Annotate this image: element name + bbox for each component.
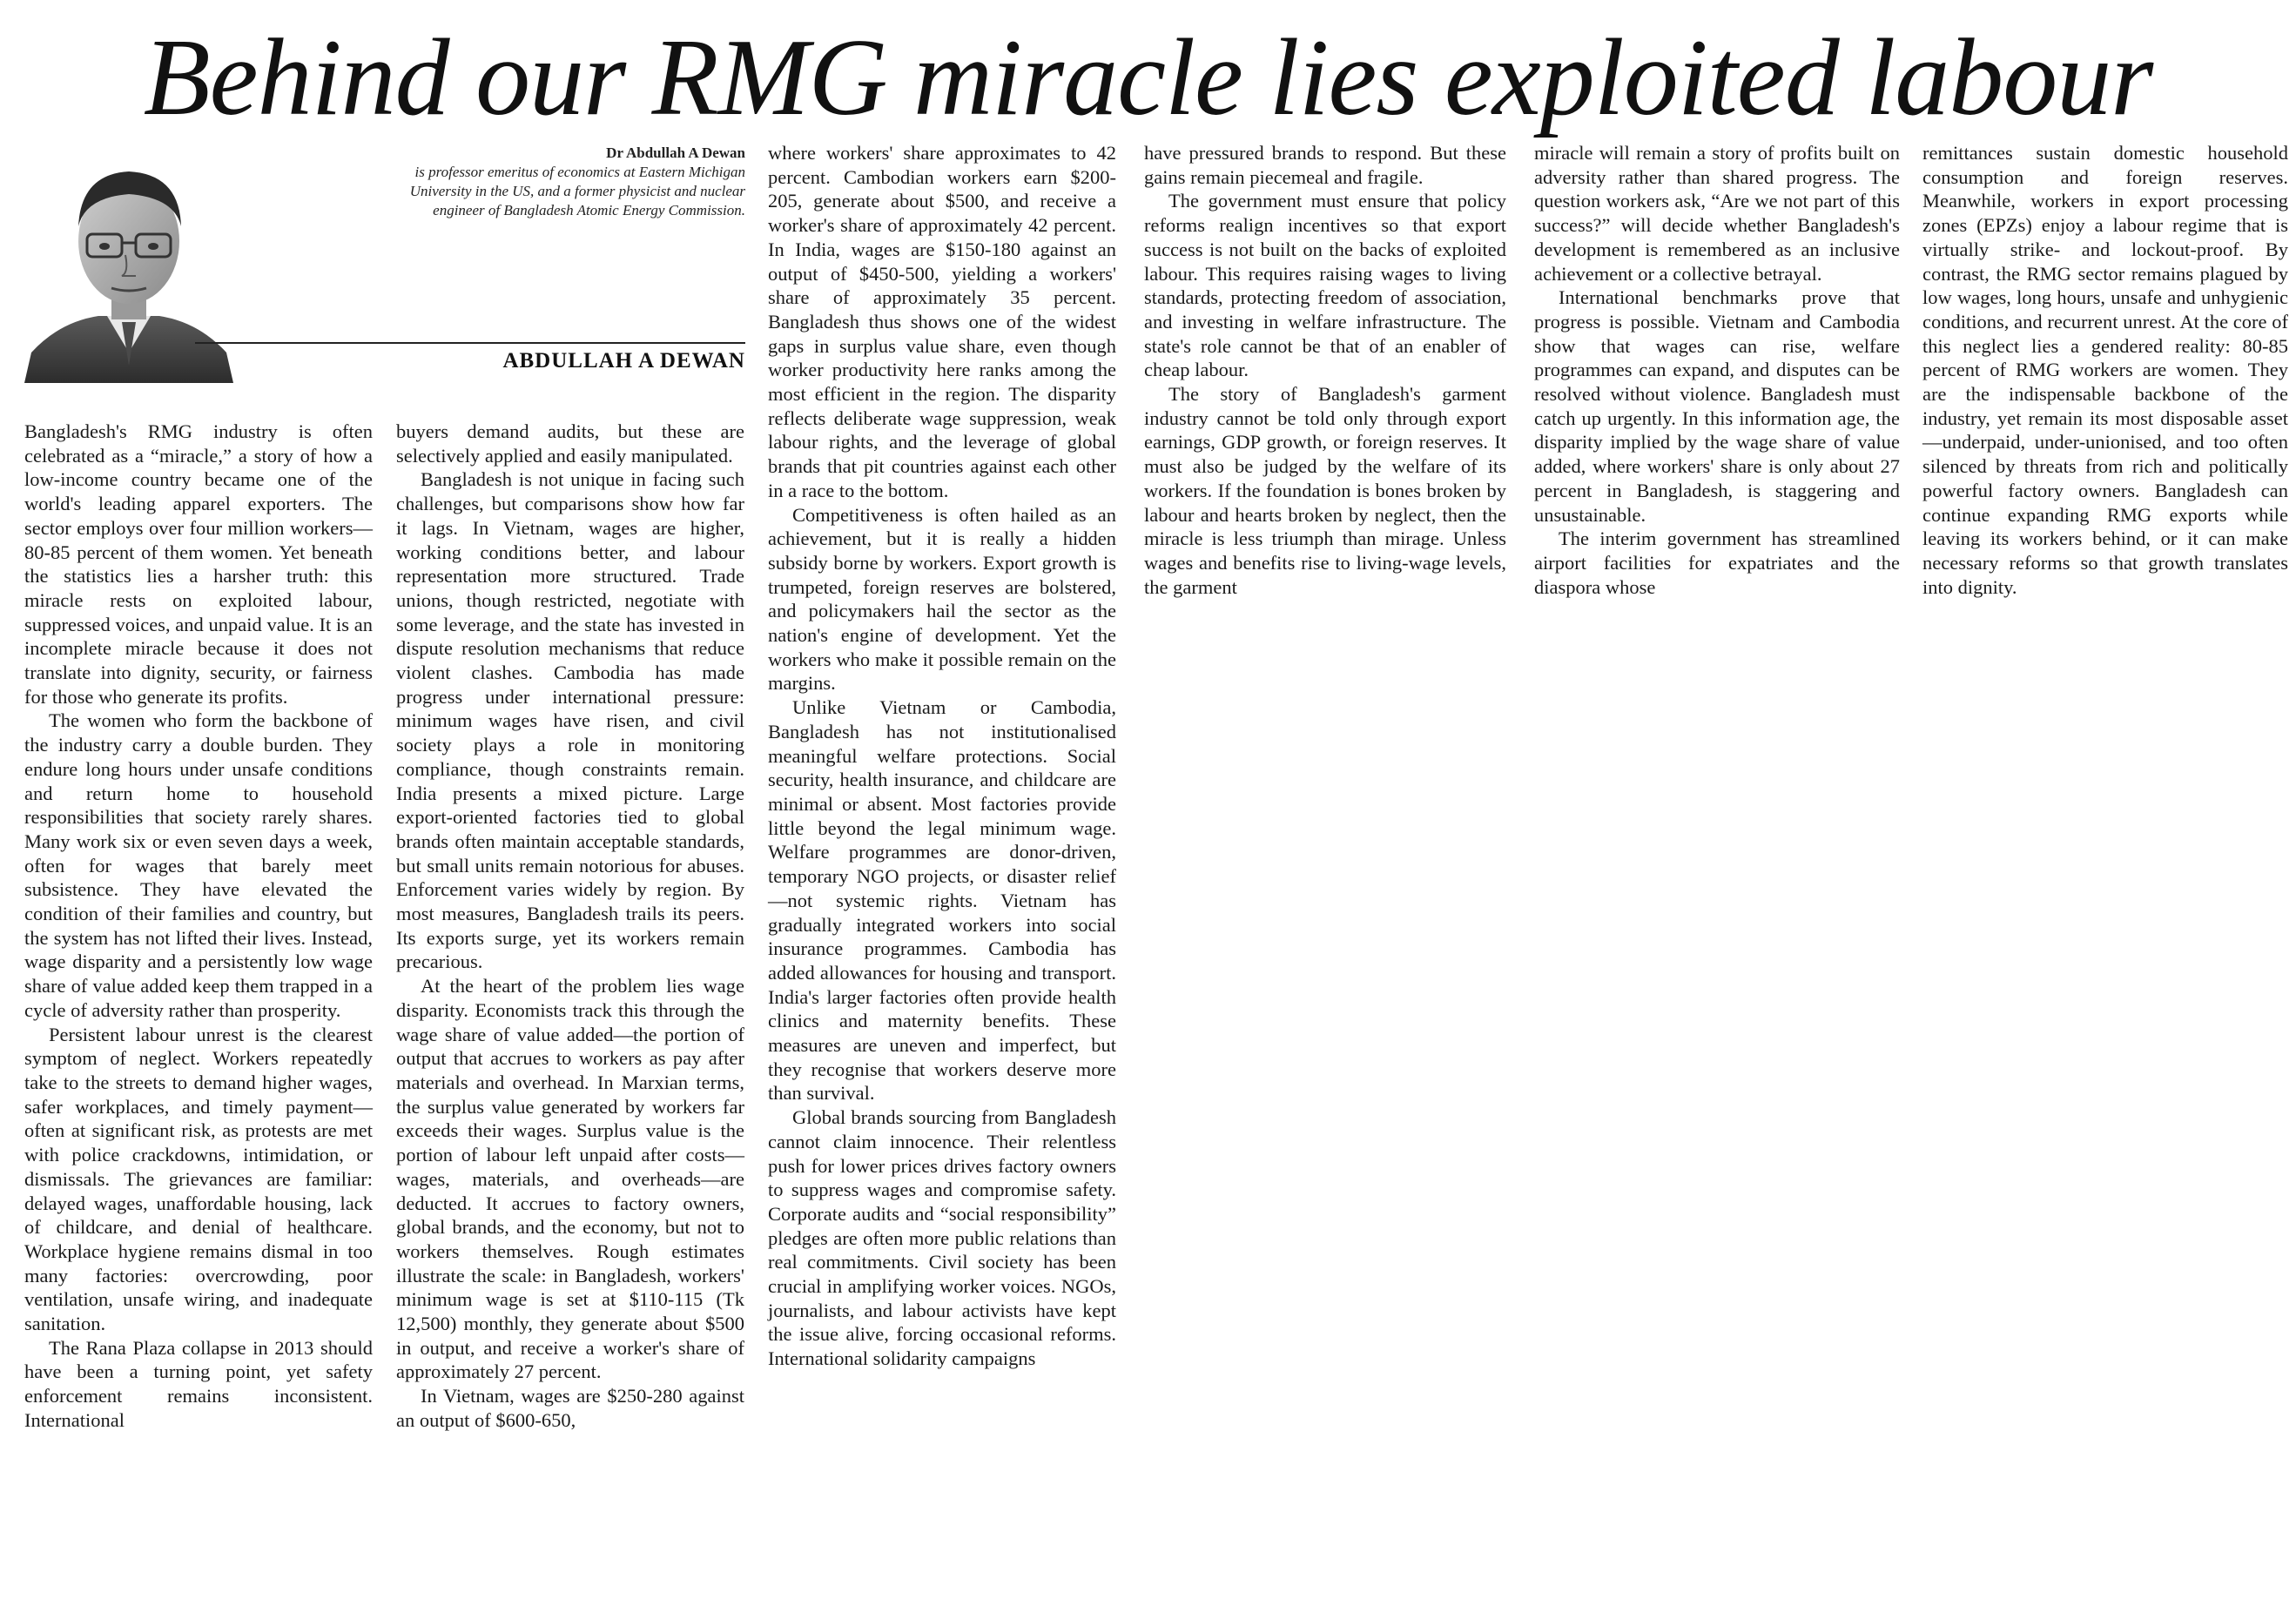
paragraph: The government must ensure that policy reforms realign incentives so that export success is not built on the backs of exploited labour. This requires raising wages to living standards, protecting freedom of association, and investing in welfare infrastructure. The state's role cannot be that of an enabler of cheap labour. — [1144, 190, 1506, 381]
article-column-6 — [1922, 141, 2288, 599]
article-column-5 — [1534, 141, 1900, 599]
paragraph: Persistent labour unrest is the clearest symptom of neglect. Workers repeatedly take to the streets to demand higher wages, safer workplaces, and timely payment—often at significant risk, as protests are met with police crackdowns, intimidation, or dismissals. The grievances are familiar: delayed wages, unaffordable housing, lack of childcare, and denial of healthcare. Workplace hygiene remains dismal in too many factories: overcrowding, poor ventilation, unsafe wiring, and inadequate sanitation. — [24, 1023, 373, 1335]
headline: Behind our RMG miracle lies exploited labour — [143, 17, 2153, 138]
paragraph: Bangladesh is not unique in facing such challenges, but comparisons show how far it lags. In Vietnam, wages are higher, working conditions better, and labour representation more structured. Trade unions, though restricted, negotiate with some leverage, and the state has invested in dispute resolution mechanisms that reduce violent clashes. Cambodia has made progress under international pressure: minimum wages have risen, and civil society plays a role in monitoring compliance, though constraints remain. India presents a mixed picture. Large export-oriented factories tied to global brands often maintain acceptable standards, but small units remain notorious for abuses. Enforcement varies widely by region. By most measures, Bangladesh trails its peers. Its exports surge, yet its workers remain precarious. — [396, 468, 744, 973]
author-box — [24, 144, 745, 383]
byline-rule — [195, 342, 745, 344]
paragraph: have pressured brands to respond. But these gains remain piecemeal and fragile. — [1144, 142, 1506, 188]
paragraph: The women who form the backbone of the industry carry a double burden. They endure long hours under unsafe conditions and return home to household responsibilities that society rarely shares. Many work six or even seven days a week, often for wages that barely meet subsistence. They have elevated the condition of their families and country, but the system has not lifted their lives. Instead, wage disparity and a persistently low wage share of value added keep them trapped in a cycle of adversity rather than prosperity. — [24, 709, 373, 1021]
paragraph: In Vietnam, wages are $250-280 against an output of $600-650, — [396, 1385, 744, 1431]
paragraph: The story of Bangladesh's garment industry cannot be told only through export earnings, GDP growth, or foreign reserves. It must also be judged by the welfare of its workers. If the foundation is bones broken by labour and hearts broken by neglect, then the miracle is less triumph than mirage. Unless wages and benefits rise to living-wage levels, the garment — [1144, 383, 1506, 598]
author-name: Dr Abdullah A Dewan — [606, 144, 745, 161]
paragraph: The Rana Plaza collapse in 2013 should have been a turning point, yet safety enforcement remains inconsistent. International — [24, 1336, 373, 1431]
author-portrait — [24, 144, 233, 383]
paragraph: buyers demand audits, but these are selectively applied and easily manipulated. — [396, 420, 744, 467]
paragraph: miracle will remain a story of profits built on adversity rather than shared progress. The question workers ask, “Are we not part of this success?” will decide whether Bangladesh's development is remembered as an inclusive achievement or a collective betrayal. — [1534, 142, 1900, 285]
paragraph: Unlike Vietnam or Cambodia, Bangladesh has not institutionalised meaningful welfare protections. Social security, health insurance, and childcare are minimal or absent. Most factories provide little beyond the legal minimum wage. Welfare programmes are donor-driven, temporary NGO projects, or disaster relief—not systemic rights. Vietnam has gradually integrated workers into social insurance programmes. Cambodia has added allowances for housing and transport. India's larger factories often provide health clinics and maternity benefits. These measures are uneven and imperfect, but they recognise that workers deserve more than survival. — [768, 696, 1116, 1105]
paragraph: International benchmarks prove that progress is possible. Vietnam and Cambodia show that wages can rise, welfare programmes can expand, and disputes can be resolved without violence. Bangladesh must catch up urgently. In this information age, the disparity implied by the wage share of value added, where workers' share is only about 27 percent in Bangladesh, is staggering and unsustainable. — [1534, 286, 1900, 526]
paragraph: Global brands sourcing from Bangladesh cannot claim innocence. Their relentless push for lower prices drives factory owners to suppress wages and compromise safety. Corporate audits and “social responsibility” pledges are often more public relations than real commitments. Civil society has been crucial in amplifying worker voices. NGOs, journalists, and labour activists have kept the issue alive, forcing occasional reforms. International solidarity campaigns — [768, 1106, 1116, 1370]
article-column-2 — [396, 420, 744, 1433]
paragraph: where workers' share approximates to 42 percent. Cambodian workers earn $200-205, generate about $500, and receive a worker's share of approximately 42 percent. In India, wages are $150-180 against an output of $450-500, yielding a workers' share of approximately 35 percent. Bangladesh thus shows one of the widest gaps in surplus value share, even though worker productivity here ranks among the most efficient in the region. The disparity reflects deliberate wage suppression, weak labour rights, and the leverage of global brands that pit countries against each other in a race to the bottom. — [768, 142, 1116, 501]
author-bio — [380, 144, 745, 220]
article-column-1 — [24, 420, 373, 1433]
paragraph: The interim government has streamlined airport facilities for expatriates and the diaspora whose — [1534, 527, 1900, 598]
article-column-3 — [768, 141, 1116, 1371]
byline-caps: ABDULLAH A DEWAN — [502, 349, 745, 373]
paragraph: Competitiveness is often hailed as an achievement, but it is really a hidden subsidy borne by workers. Export growth is trumpeted, foreign reserves are bolstered, and policymakers hail the sector as the nation's engine of development. Yet the workers who make it possible remain on the margins. — [768, 503, 1116, 695]
article-column-4 — [1144, 141, 1506, 599]
paragraph: At the heart of the problem lies wage disparity. Economists track this through the wage share of value added—the portion of output that accrues to workers as pay after materials and overhead. In Marxian terms, the surplus value generated by workers far exceeds their wages. Surplus value is the portion of labour left unpaid after costs—wages, materials, and overheads—are deducted. It accrues to factory owners, global brands, and the economy, but not to workers themselves. Rough estimates illustrate the scale: in Bangladesh, workers' minimum wage is set at $110-115 (Tk 12,500) monthly, they generate about $500 in output, and receive a worker's share of approximately 27 percent. — [396, 975, 744, 1383]
paragraph: Bangladesh's RMG industry is often celebrated as a “miracle,” a story of how a low-income country became one of the world's leading apparel exporters. The sector employs over four million workers—80-85 percent of them women. Yet beneath the statistics lies a harsher truth: this miracle rests on exploited labour, suppressed voices, and unpaid value. It is an incomplete miracle because it does not translate into dignity, security, or fairness for those who generate its profits. — [24, 420, 373, 708]
paragraph: remittances sustain domestic household consumption and foreign reserves. Meanwhile, workers in export processing zones (EPZs) enjoy a labour regime that is virtually strike- and lockout-proof. By contrast, the RMG sector remains plagued by low wages, long hours, unsafe and unhygienic conditions, and recurrent unrest. At the core of this neglect lies a gendered reality: 80-85 percent of RMG workers are women. They are the indispensable backbone of the industry, yet remain its most disposable asset—underpaid, under-unionised, and too often silenced by threats from rich and politically powerful factory owners. Bangladesh can continue expanding RMG exports while leaving its workers behind, or it can make necessary reforms so that growth translates into dignity. — [1922, 142, 2288, 598]
author-bio-text: is professor emeritus of economics at Eastern Michigan University in the US, and a former physicist and nuclear engineer of Bangladesh Atomic Energy Commission. — [409, 164, 745, 218]
